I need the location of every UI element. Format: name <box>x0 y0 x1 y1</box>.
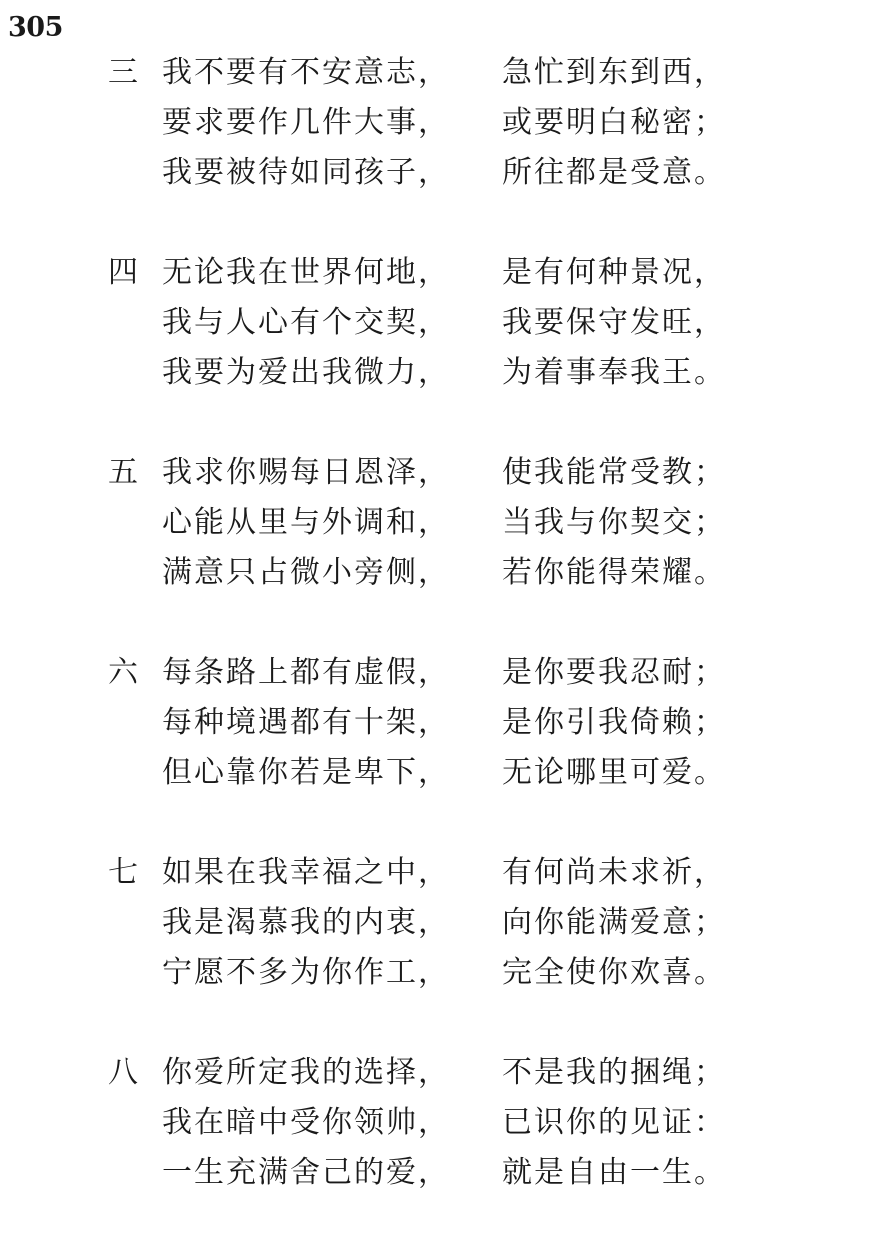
stanza-number: 七 <box>108 855 138 890</box>
stanza-number: 五 <box>108 455 138 490</box>
stanza-line <box>0 898 885 948</box>
line-first-half: 无论我在世界何地， <box>162 255 450 290</box>
stanza-number: 三 <box>108 55 138 90</box>
line-first-half: 心能从里与外调和， <box>162 505 450 540</box>
line-first-half: 我与人心有个交契， <box>162 305 450 340</box>
stanza-line <box>0 48 885 98</box>
stanza-line <box>0 648 885 698</box>
stanza-line <box>0 948 885 998</box>
stanza-line <box>0 448 885 498</box>
line-first-half: 要求要作几件大事， <box>162 105 450 140</box>
page-number: 305 <box>8 12 63 43</box>
line-first-half: 如果在我幸福之中， <box>162 855 450 890</box>
line-first-half: 每条路上都有虚假， <box>162 655 450 690</box>
line-second-half: 所往都是受意。 <box>502 155 726 190</box>
line-second-half: 有何尚未求祈， <box>502 855 726 890</box>
stanza-line <box>0 698 885 748</box>
stanza-7 <box>0 848 885 1048</box>
stanza-4 <box>0 248 885 448</box>
stanza-8 <box>0 1048 885 1248</box>
line-second-half: 是有何种景况， <box>502 255 726 290</box>
line-second-half: 是你要我忍耐； <box>502 655 726 690</box>
hymn-stanzas <box>0 48 885 1248</box>
line-second-half: 当我与你契交； <box>502 505 726 540</box>
stanza-line <box>0 1098 885 1148</box>
line-second-half: 无论哪里可爱。 <box>502 755 726 790</box>
stanza-line <box>0 748 885 798</box>
line-second-half: 就是自由一生。 <box>502 1155 726 1190</box>
line-second-half: 急忙到东到西， <box>502 55 726 90</box>
stanza-5 <box>0 448 885 648</box>
line-first-half: 我求你赐每日恩泽， <box>162 455 450 490</box>
stanza-number: 六 <box>108 655 138 690</box>
stanza-3 <box>0 48 885 248</box>
line-second-half: 若你能得荣耀。 <box>502 555 726 590</box>
stanza-line <box>0 348 885 398</box>
line-first-half: 一生充满舍己的爱， <box>162 1155 450 1190</box>
line-second-half: 已识你的见证： <box>502 1105 726 1140</box>
line-first-half: 你爱所定我的选择， <box>162 1055 450 1090</box>
stanza-line <box>0 1148 885 1198</box>
stanza-number: 八 <box>108 1055 138 1090</box>
line-first-half: 我在暗中受你领帅， <box>162 1105 450 1140</box>
line-second-half: 使我能常受教； <box>502 455 726 490</box>
line-second-half: 或要明白秘密； <box>502 105 726 140</box>
line-second-half: 为着事奉我王。 <box>502 355 726 390</box>
line-second-half: 不是我的捆绳； <box>502 1055 726 1090</box>
line-second-half: 向你能满爱意； <box>502 905 726 940</box>
line-first-half: 满意只占微小旁侧， <box>162 555 450 590</box>
line-first-half: 每种境遇都有十架， <box>162 705 450 740</box>
stanza-line <box>0 148 885 198</box>
stanza-line <box>0 1048 885 1098</box>
stanza-6 <box>0 648 885 848</box>
stanza-line <box>0 298 885 348</box>
line-second-half: 我要保守发旺， <box>502 305 726 340</box>
line-first-half: 宁愿不多为你作工， <box>162 955 450 990</box>
line-first-half: 我不要有不安意志， <box>162 55 450 90</box>
line-second-half: 是你引我倚赖； <box>502 705 726 740</box>
stanza-line <box>0 848 885 898</box>
line-first-half: 我要为爱出我微力， <box>162 355 450 390</box>
stanza-line <box>0 98 885 148</box>
stanza-line <box>0 548 885 598</box>
line-first-half: 我要被待如同孩子， <box>162 155 450 190</box>
line-second-half: 完全使你欢喜。 <box>502 955 726 990</box>
line-first-half: 但心靠你若是卑下， <box>162 755 450 790</box>
line-first-half: 我是渴慕我的内衷， <box>162 905 450 940</box>
stanza-number: 四 <box>108 255 138 290</box>
stanza-line <box>0 248 885 298</box>
stanza-line <box>0 498 885 548</box>
